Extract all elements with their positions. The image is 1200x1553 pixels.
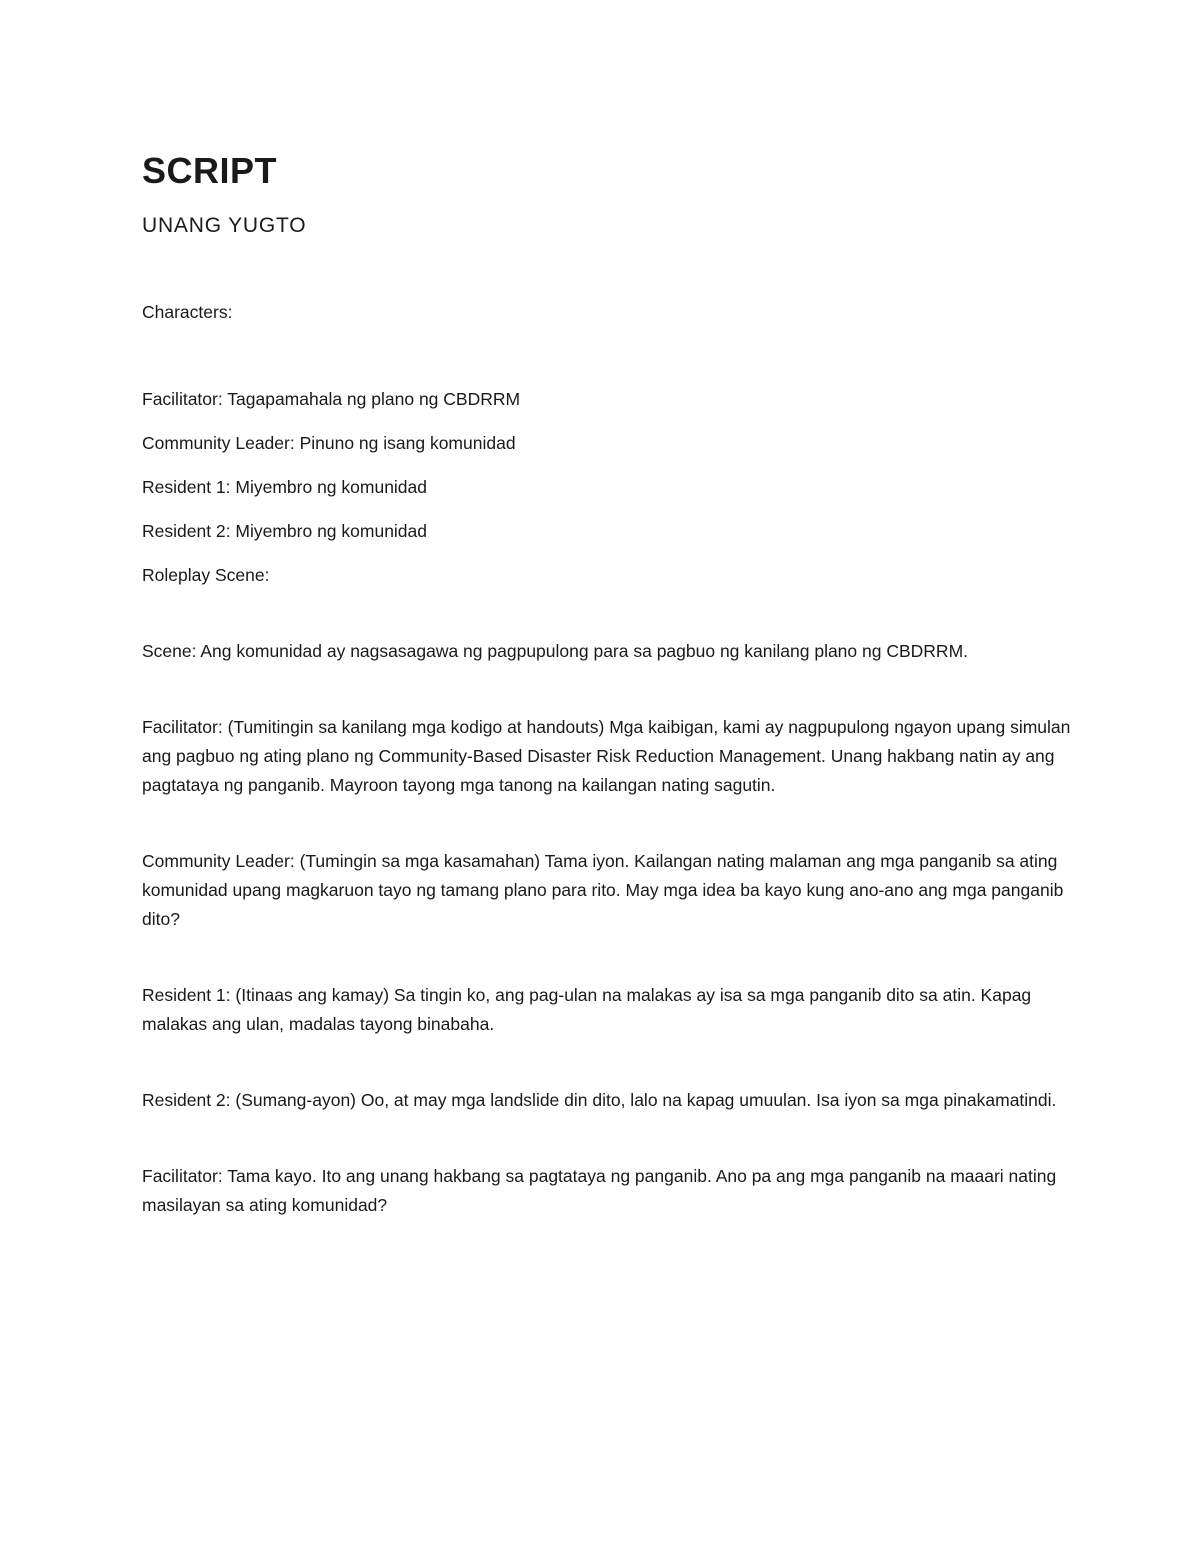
roleplay-scene-heading: Roleplay Scene: <box>142 565 270 585</box>
dialogue-facilitator-2: Facilitator: Tama kayo. Ito ang unang hakbang sa pagtataya ng panganib. Ano pa ang mga panganib na maaari nating masilayan sa ating komunidad? <box>142 1166 1057 1215</box>
character-facilitator: Facilitator: Tagapamahala ng plano ng CBDRRM <box>142 389 521 409</box>
character-resident-2: Resident 2: Miyembro ng komunidad <box>142 521 428 541</box>
scene-description: Scene: Ang komunidad ay nagsasagawa ng pagpupulong para sa pagbuo ng kanilang plano ng CBDRRM. <box>142 641 969 661</box>
document-title: SCRIPT <box>142 150 278 191</box>
characters-heading: Characters: <box>142 302 233 322</box>
character-resident-1: Resident 1: Miyembro ng komunidad <box>142 477 428 497</box>
dialogue-resident-2: Resident 2: (Sumang-ayon) Oo, at may mga landslide din dito, lalo na kapag umuulan. Isa iyon sa mga pinakamatindi. <box>142 1090 1057 1110</box>
character-community-leader: Community Leader: Pinuno ng isang komunidad <box>142 433 516 453</box>
document-subtitle: UNANG YUGTO <box>142 214 307 237</box>
dialogue-resident-1: Resident 1: (Itinaas ang kamay) Sa tingin ko, ang pag-ulan na malakas ay isa sa mga panganib dito sa atin. Kapag malakas ang ulan, madalas tayong binabaha. <box>142 985 1032 1034</box>
dialogue-community-leader: Community Leader: (Tumingin sa mga kasamahan) Tama iyon. Kailangan nating malaman ang mga panganib sa ating komunidad upang magkaruon tayo ng tamang plano para rito. May mga idea ba kayo kung ano-ano ang mga panganib dito? <box>142 851 1064 929</box>
character-list <box>142 385 1072 590</box>
dialogue-facilitator-1: Facilitator: (Tumitingin sa kanilang mga kodigo at handouts) Mga kaibigan, kami ay nagpupulong ngayon upang simulan ang pagbuo ng ating plano ng Community-Based Disaster Risk Reduction Management. Unang hakbang natin ay ang pagtataya ng panganib. Mayroon tayong mga tanong na kailangan nating sagutin. <box>142 717 1071 795</box>
document-body <box>142 148 1072 1220</box>
